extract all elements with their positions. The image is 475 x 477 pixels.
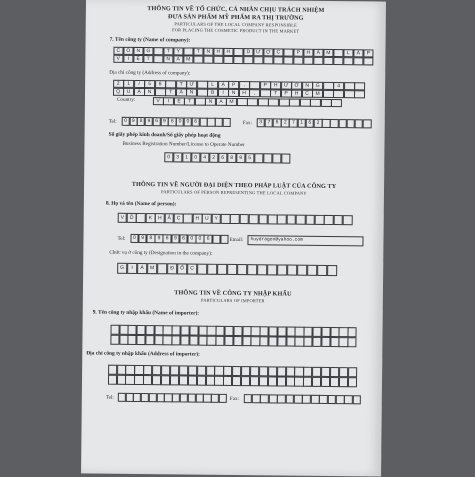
char-box: 5 xyxy=(245,153,254,163)
char-box xyxy=(273,56,283,64)
char-box: 6 xyxy=(192,117,200,126)
char-box: Ệ xyxy=(133,55,143,63)
char-box xyxy=(312,377,321,387)
char-box: G xyxy=(312,82,323,90)
char-box xyxy=(258,98,269,106)
char-box: 9 xyxy=(171,234,180,243)
char-box: C xyxy=(273,48,283,56)
char-box: T xyxy=(143,55,153,63)
char-box: Â xyxy=(176,88,187,96)
char-box xyxy=(136,213,146,223)
char-box: Ợ xyxy=(263,48,273,56)
char-box xyxy=(279,98,290,106)
char-box: 7 xyxy=(289,118,298,127)
char-box xyxy=(250,366,259,376)
char-box: H xyxy=(303,48,313,56)
char-box xyxy=(125,375,134,385)
char-box xyxy=(327,265,337,276)
char-box: L xyxy=(207,80,218,88)
char-box: 0 xyxy=(196,234,205,243)
char-box: C xyxy=(302,89,313,97)
char-box: 9 xyxy=(160,117,168,126)
char-box: B xyxy=(207,88,218,96)
char-box xyxy=(155,88,166,96)
char-box: Q xyxy=(113,87,124,95)
char-box xyxy=(179,365,188,375)
char-box xyxy=(286,366,295,376)
char-box: T xyxy=(163,47,173,55)
company-country-row xyxy=(153,97,342,107)
char-box: 9 xyxy=(155,234,164,243)
char-box: , xyxy=(249,89,260,97)
char-box: C xyxy=(187,263,197,274)
char-box xyxy=(239,214,249,224)
char-box: H xyxy=(270,81,281,89)
char-box: Ẩ xyxy=(313,49,323,57)
char-box: K xyxy=(146,213,156,223)
char-box: Õ xyxy=(127,213,137,223)
char-box xyxy=(285,376,294,386)
char-box: M xyxy=(183,55,193,63)
char-box: P xyxy=(293,48,303,56)
char-box: 1 xyxy=(123,80,134,88)
char-box: C xyxy=(113,46,123,54)
char-box: G xyxy=(117,262,127,273)
char-box xyxy=(223,376,232,386)
char-box: V xyxy=(117,212,127,222)
char-box xyxy=(134,365,143,375)
char-box xyxy=(267,264,277,275)
char-box xyxy=(188,365,197,375)
char-box xyxy=(333,57,343,65)
char-box: Ậ xyxy=(134,88,145,96)
importer-name-label: 9. Tên công ty nhập khẩu (Name of importer): xyxy=(92,309,200,317)
char-box: T xyxy=(193,47,203,55)
char-box xyxy=(293,56,303,64)
char-box xyxy=(220,235,229,244)
char-box: N xyxy=(186,88,197,96)
char-box xyxy=(223,118,231,127)
char-box: Y xyxy=(173,47,183,55)
char-box xyxy=(223,56,233,64)
char-box: L xyxy=(343,49,353,57)
char-box: 2 xyxy=(314,119,323,128)
char-box xyxy=(206,365,215,375)
company-fax-boxes xyxy=(257,118,372,128)
char-box xyxy=(207,263,217,274)
char-box: , xyxy=(239,81,250,89)
company-name-label: 7. Tên công ty (Name of company): xyxy=(109,36,191,44)
char-box: H xyxy=(223,48,233,56)
char-box: 9 xyxy=(236,153,245,163)
char-box: H xyxy=(192,213,202,223)
char-box xyxy=(247,264,257,275)
char-box: 0 xyxy=(130,234,139,243)
country-label: Country: xyxy=(116,96,136,103)
char-box: Ư xyxy=(281,81,292,89)
char-box xyxy=(247,98,258,106)
position-boxes xyxy=(117,263,337,276)
char-box: 8 xyxy=(227,153,236,163)
char-box: 0 xyxy=(176,117,184,126)
char-box: T xyxy=(176,80,187,88)
importer-name-boxes xyxy=(110,325,357,348)
char-box: Ắ xyxy=(164,213,174,223)
char-box xyxy=(289,98,300,106)
char-box: 2 xyxy=(281,118,290,127)
char-box: N xyxy=(133,47,143,55)
char-box: 6 xyxy=(273,118,282,127)
char-box xyxy=(303,56,313,64)
char-box xyxy=(330,377,339,387)
char-box: M xyxy=(312,90,323,98)
char-box: Y xyxy=(211,213,221,223)
char-box xyxy=(343,215,353,225)
char-box xyxy=(315,215,325,225)
char-box xyxy=(223,366,232,376)
char-box xyxy=(297,264,307,275)
char-box xyxy=(232,376,241,386)
char-box xyxy=(343,57,353,65)
char-box xyxy=(263,56,273,64)
char-box: T xyxy=(270,89,281,97)
char-box xyxy=(241,376,250,386)
char-box xyxy=(195,97,206,105)
char-box: Á xyxy=(353,49,363,57)
char-box: 4 xyxy=(333,82,344,90)
char-box xyxy=(260,89,271,97)
char-box xyxy=(321,367,330,377)
char-box: 9 xyxy=(145,117,153,126)
char-box xyxy=(153,55,163,63)
char-box xyxy=(214,365,223,375)
char-box: T xyxy=(165,88,176,96)
char-box: H xyxy=(213,47,223,55)
char-box xyxy=(170,365,179,375)
char-box xyxy=(363,119,372,128)
char-box: 0 xyxy=(121,117,129,126)
char-box: G xyxy=(143,47,153,55)
char-box: 8 xyxy=(147,234,156,243)
char-box xyxy=(281,153,290,163)
char-box xyxy=(305,214,315,224)
char-box: 6 xyxy=(168,117,176,126)
char-box xyxy=(303,376,312,386)
char-box xyxy=(268,98,279,106)
license-label: Số giấy phép kinh doanh/Số giấy phép hoạt động xyxy=(108,131,221,139)
char-box: Đ xyxy=(167,263,177,274)
char-box: 9 xyxy=(129,117,137,126)
char-box xyxy=(268,214,278,224)
char-box: P xyxy=(228,81,239,89)
char-box: M xyxy=(323,49,333,57)
char-box xyxy=(312,367,321,377)
char-box: Ố xyxy=(177,263,187,274)
char-box xyxy=(232,366,241,376)
char-box xyxy=(197,263,207,274)
char-box: M xyxy=(226,98,237,106)
importer-tel-boxes xyxy=(118,393,227,403)
char-box: P xyxy=(281,89,292,97)
form-title-en-line2: FOR PLACING THE COSMETIC PRODUCT IN THE MARKET xyxy=(172,27,300,34)
char-box xyxy=(348,337,357,347)
char-box xyxy=(241,366,250,376)
char-box xyxy=(250,376,259,386)
char-box xyxy=(157,263,167,274)
char-box xyxy=(348,327,357,337)
char-box xyxy=(259,376,268,386)
char-box xyxy=(258,214,268,224)
char-box: 5 xyxy=(144,80,155,88)
char-box xyxy=(323,57,333,65)
char-box xyxy=(263,153,272,163)
char-box: 4 xyxy=(200,152,209,162)
char-box: N xyxy=(302,81,313,89)
importer-title-vi: THÔNG TIN VỀ CÔNG TY NHẬP KHẨU xyxy=(174,289,292,298)
char-box: 2 xyxy=(113,79,124,87)
char-box: Ư xyxy=(253,48,263,56)
char-box: Ệ xyxy=(174,97,185,105)
person-tel-label: Tel: xyxy=(117,235,126,242)
char-box xyxy=(108,374,117,384)
char-box xyxy=(193,55,203,63)
char-box: 6 xyxy=(305,118,314,127)
char-box xyxy=(333,90,344,98)
char-box xyxy=(321,377,330,387)
char-box: N xyxy=(163,55,173,63)
char-box: V xyxy=(113,54,123,62)
company-name-row2 xyxy=(113,55,373,66)
char-box: 3 xyxy=(173,152,182,162)
char-box xyxy=(219,394,227,403)
char-box xyxy=(161,365,170,375)
char-box: 1 xyxy=(182,152,191,162)
char-box: D xyxy=(243,48,253,56)
importer-address-boxes xyxy=(108,365,357,388)
char-box: 6 xyxy=(204,234,213,243)
char-box xyxy=(227,264,237,275)
importer-fax-boxes xyxy=(244,394,362,404)
char-box xyxy=(296,214,306,224)
char-box: 6 xyxy=(155,80,166,88)
char-box xyxy=(221,214,231,224)
char-box xyxy=(348,367,357,377)
char-box: C xyxy=(174,213,184,223)
form-page xyxy=(81,0,386,477)
char-box xyxy=(254,153,263,163)
char-box xyxy=(152,365,161,375)
char-box: H xyxy=(291,89,302,97)
char-box xyxy=(287,264,297,275)
char-box xyxy=(300,98,311,106)
char-box xyxy=(277,214,287,224)
char-box: N xyxy=(203,47,213,55)
char-box xyxy=(331,99,342,107)
char-box: 6 xyxy=(179,234,188,243)
char-box: V xyxy=(153,97,164,105)
char-box: 0 xyxy=(164,152,173,162)
char-box xyxy=(268,366,277,376)
char-box xyxy=(253,56,263,64)
char-box: 7 xyxy=(265,118,274,127)
char-box xyxy=(313,57,323,65)
char-box xyxy=(348,377,357,387)
char-box: N xyxy=(228,89,239,97)
representative-title-vi: THÔNG TIN VỀ NGƯỜI ĐẠI DIỆN THEO PHÁP LUẬT CỦA CÔNG TY xyxy=(131,180,337,191)
char-box: A xyxy=(216,97,227,105)
importer-tel-label: Tel: xyxy=(105,394,114,401)
char-box: H xyxy=(155,213,165,223)
char-box: 2 xyxy=(209,152,218,162)
char-box: Ô xyxy=(123,47,133,55)
char-box: U xyxy=(123,88,134,96)
char-box xyxy=(257,264,267,275)
importer-fax-label: Fax: xyxy=(229,395,240,403)
char-box: T xyxy=(184,97,195,105)
char-box xyxy=(259,366,268,376)
char-box xyxy=(237,264,247,275)
char-box xyxy=(294,366,303,376)
char-box xyxy=(354,90,365,98)
char-box: 0 xyxy=(191,152,200,162)
position-label: Chức vụ ở công ty (Designation in the company): xyxy=(109,249,213,257)
person-tel-boxes xyxy=(130,234,228,244)
char-box: M xyxy=(147,263,157,274)
char-box: 9 xyxy=(138,234,147,243)
char-box xyxy=(183,213,193,223)
person-name-boxes xyxy=(118,213,353,225)
char-box: 8 xyxy=(137,117,145,126)
char-box xyxy=(217,264,227,275)
char-box: P xyxy=(260,81,271,89)
company-tel-label: Tel: xyxy=(108,118,117,125)
char-box: 6 xyxy=(218,153,227,163)
char-box: 0 xyxy=(184,117,192,126)
char-box: I xyxy=(127,263,137,274)
char-box xyxy=(363,57,373,65)
person-name-label: 8. Họ và tên (Name of person): xyxy=(105,200,177,208)
char-box: Ì xyxy=(218,89,229,97)
char-box xyxy=(321,99,332,107)
company-address-label: Địa chỉ công ty (Address of company): xyxy=(109,69,191,77)
char-box: 6 xyxy=(163,234,172,243)
char-box xyxy=(117,374,126,384)
representative-title-en: PARTICULARS OF PERSON REPRESENTING THE LOCAL COMPANY xyxy=(161,189,307,196)
char-box: U xyxy=(202,213,212,223)
char-box xyxy=(268,376,277,386)
char-box: P xyxy=(363,49,373,57)
char-box xyxy=(233,56,243,64)
char-box xyxy=(272,153,281,163)
char-box: 1 xyxy=(297,118,306,127)
form-title-vi-line1: THÔNG TIN VỀ TỔ CHỨC, CÁ NHÂN CHỊU TRÁCH NHIỆM xyxy=(147,5,325,14)
char-box xyxy=(277,264,287,275)
char-box xyxy=(243,56,253,64)
char-box xyxy=(307,264,317,275)
char-box: / xyxy=(134,80,145,88)
char-box: Ứ xyxy=(186,80,197,88)
char-box xyxy=(317,265,327,276)
char-box xyxy=(353,57,363,65)
char-box xyxy=(353,395,362,404)
char-box xyxy=(197,365,206,375)
char-box xyxy=(237,98,248,106)
char-box xyxy=(213,55,223,63)
license-number-boxes xyxy=(164,152,290,163)
char-box: 0 xyxy=(187,234,196,243)
char-box: 6 xyxy=(153,117,161,126)
char-box: N xyxy=(144,88,155,96)
form-title-vi-line2: ĐƯA SẢN PHẨM MỸ PHẨM RA THỊ TRƯỜNG xyxy=(167,13,304,22)
char-box xyxy=(294,376,303,386)
char-box xyxy=(344,90,355,98)
importer-title-en: PARTICULARS OF IMPORTER xyxy=(200,297,265,304)
person-email-label: Email: xyxy=(229,236,244,244)
char-box: N xyxy=(205,97,216,105)
char-box: A xyxy=(173,55,183,63)
char-box xyxy=(283,56,293,64)
license-label-en: Business Registration Number/License to Operate Number xyxy=(122,140,245,149)
char-box: I xyxy=(163,97,174,105)
char-box xyxy=(310,98,321,106)
char-box xyxy=(303,366,312,376)
importer-address-label: Địa chỉ công ty nhập khẩu (Address of importer): xyxy=(86,350,201,358)
char-box: Á xyxy=(137,263,147,274)
char-box xyxy=(277,366,286,376)
char-box xyxy=(330,367,339,377)
char-box: Ờ xyxy=(291,81,302,89)
char-box: H xyxy=(239,89,250,97)
company-tel-boxes xyxy=(122,117,231,127)
char-box: 3 xyxy=(256,118,265,127)
char-box: Ậ xyxy=(218,81,229,89)
char-box: I xyxy=(123,55,133,63)
person-email-field: huydragon@yahoo.com xyxy=(247,235,363,246)
form-title-en-line1: PARTICULARS OF THE LOCAL COMPANY RESPONSIBLE xyxy=(174,21,298,28)
char-box xyxy=(324,215,334,225)
char-box xyxy=(339,377,348,387)
char-box xyxy=(249,214,259,224)
char-box xyxy=(333,215,343,225)
char-box xyxy=(323,90,334,98)
char-box xyxy=(277,376,286,386)
char-box xyxy=(203,55,213,63)
char-box xyxy=(143,365,152,375)
char-box xyxy=(286,214,296,224)
company-fax-label: Fax: xyxy=(242,120,252,127)
char-box xyxy=(197,88,208,96)
char-box xyxy=(230,214,240,224)
